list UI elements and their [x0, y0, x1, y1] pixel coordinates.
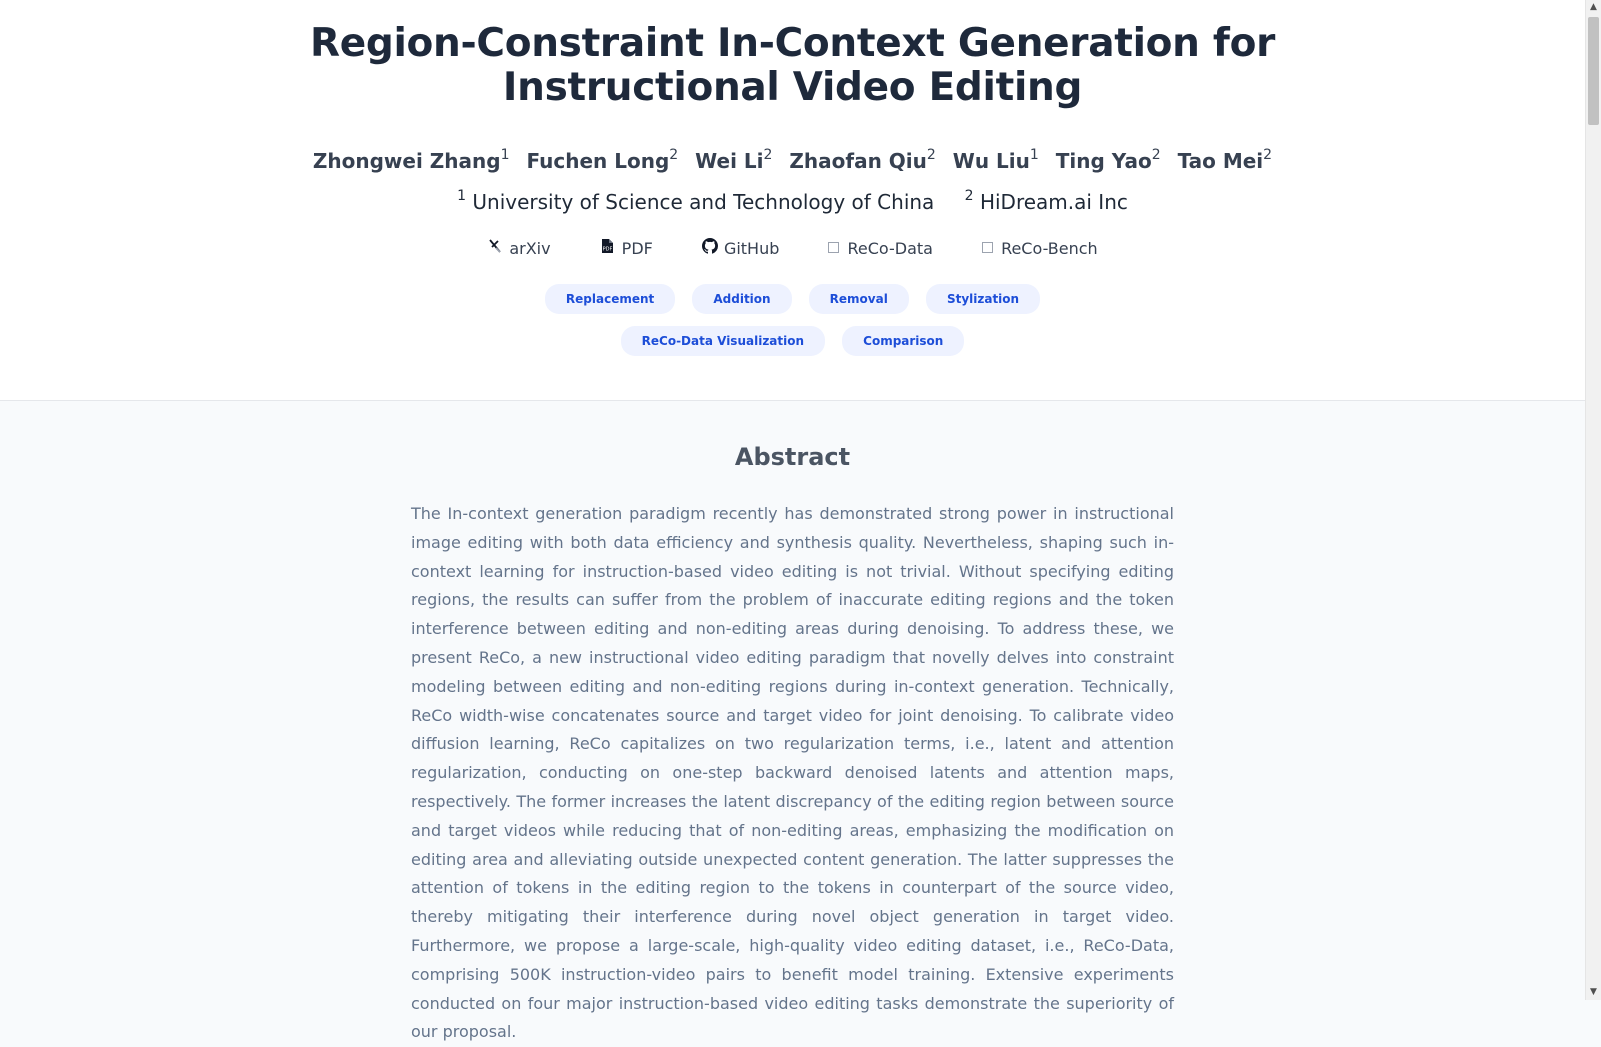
author-name: Zhaofan Qiu — [789, 149, 927, 173]
author-name: Wu Liu — [952, 149, 1030, 173]
broken-image-icon — [828, 242, 839, 253]
arxiv-link-label: arXiv — [509, 239, 551, 258]
author-affiliation-mark: 2 — [763, 147, 773, 163]
author-affiliation-mark: 2 — [1151, 147, 1161, 163]
author-affiliation-mark: 1 — [1029, 147, 1039, 163]
vertical-scrollbar[interactable] — [1585, 0, 1601, 1000]
author[interactable] — [953, 146, 1039, 176]
pdf-icon — [600, 237, 616, 263]
author[interactable] — [313, 146, 510, 176]
author[interactable] — [526, 146, 678, 176]
github-link[interactable] — [702, 236, 779, 263]
reco-bench-link[interactable] — [982, 236, 1098, 262]
nav-pill-replacement[interactable]: Replacement — [545, 284, 675, 314]
author-name: Wei Li — [695, 149, 764, 173]
broken-image-icon — [982, 242, 993, 253]
affiliation-mark: 1 — [457, 188, 467, 204]
scroll-up-arrow-icon[interactable]: ▲ — [1590, 2, 1597, 12]
scroll-down-arrow-icon[interactable]: ▼ — [1590, 987, 1597, 997]
github-icon — [702, 237, 718, 263]
title-line-2: Instructional Video Editing — [502, 65, 1083, 110]
affiliation — [457, 187, 934, 217]
author-affiliation-mark: 2 — [1263, 147, 1273, 163]
scrollbar-thumb[interactable] — [1588, 17, 1599, 125]
nav-pill-addition[interactable]: Addition — [692, 284, 791, 314]
reco-data-link[interactable] — [828, 236, 932, 262]
author-affiliation-mark: 2 — [669, 147, 679, 163]
affiliation — [965, 187, 1128, 217]
nav-pill-reco-data-visualization[interactable]: ReCo-Data Visualization — [621, 326, 825, 356]
nav-pill-comparison[interactable]: Comparison — [842, 326, 964, 356]
arxiv-link[interactable] — [487, 236, 550, 263]
author-name: Zhongwei Zhang — [312, 149, 501, 173]
reco-bench-link-label: ReCo-Bench — [1001, 239, 1098, 258]
paper-header — [0, 0, 1585, 401]
affiliation-name: HiDream.ai Inc — [979, 190, 1128, 214]
nav-pill-stylization[interactable]: Stylization — [926, 284, 1040, 314]
author-name: Ting Yao — [1055, 149, 1152, 173]
affiliation-mark: 2 — [964, 188, 974, 204]
author[interactable] — [789, 146, 935, 176]
paper-title — [0, 22, 1585, 110]
title-line-1: Region-Constraint In-Context Generation for — [309, 21, 1276, 66]
author-name: Tao Mei — [1177, 149, 1264, 173]
nav-pill-removal[interactable]: Removal — [809, 284, 909, 314]
author[interactable] — [1178, 146, 1273, 176]
author-list — [0, 146, 1585, 176]
author-affiliation-mark: 2 — [926, 147, 936, 163]
pdf-link-label: PDF — [621, 239, 653, 258]
affiliation-list — [0, 187, 1585, 217]
abstract-text: The In-context generation paradigm recently has demonstrated strong power in instructional image editing with both data efficiency and synthesis quality. Nevertheless, shaping such in-context learning for instruction-based video editing is not trivial. Without specifying editing regions, the results can suffer from the problem of inaccurate editing regions and the token interference between editing and non-editing areas during denoising. To address these, we present ReCo, a new instructional video editing paradigm that novelly delves into constraint modeling between editing and non-editing regions during in-context generation. Technically, ReCo width-wise concatenates source and target video for joint denoising. To calibrate video diffusion learning, ReCo capitalizes on two regularization terms, i.e., latent and attention regularization, conducting on one-step backward denoised latents and attention maps, respectively. The former increases the latent discrepancy of the editing region between source and target videos while reducing that of non-editing areas, emphasizing the modification on editing area and alleviating outside unexpected content generation. The latter suppresses the attention of tokens in the editing region to the tokens in counterpart of the source video, thereby mitigating their interference during novel object generation in target video. Furthermore, we propose a large-scale, high-quality video editing dataset, i.e., ReCo-Data, comprising 500K instruction-video pairs to benefit model training. Extensive experiments conducted on four major instruction-based video editing tasks demonstrate the superiority of our proposal. — [411, 504, 1174, 1042]
affiliation-name: University of Science and Technology of China — [472, 190, 935, 214]
author-name: Fuchen Long — [526, 149, 670, 173]
author[interactable] — [695, 146, 772, 176]
svg-text:PDF: PDF — [602, 246, 613, 253]
github-link-label: GitHub — [723, 239, 780, 258]
arxiv-icon — [487, 237, 503, 263]
author[interactable] — [1056, 146, 1161, 176]
author-affiliation-mark: 1 — [500, 147, 510, 163]
abstract-heading: Abstract — [734, 443, 851, 471]
pdf-link[interactable] — [600, 236, 653, 263]
resource-links — [0, 236, 1585, 263]
reco-data-link-label: ReCo-Data — [847, 239, 933, 258]
task-nav-row-1 — [0, 284, 1585, 314]
task-nav-row-2 — [0, 326, 1585, 356]
